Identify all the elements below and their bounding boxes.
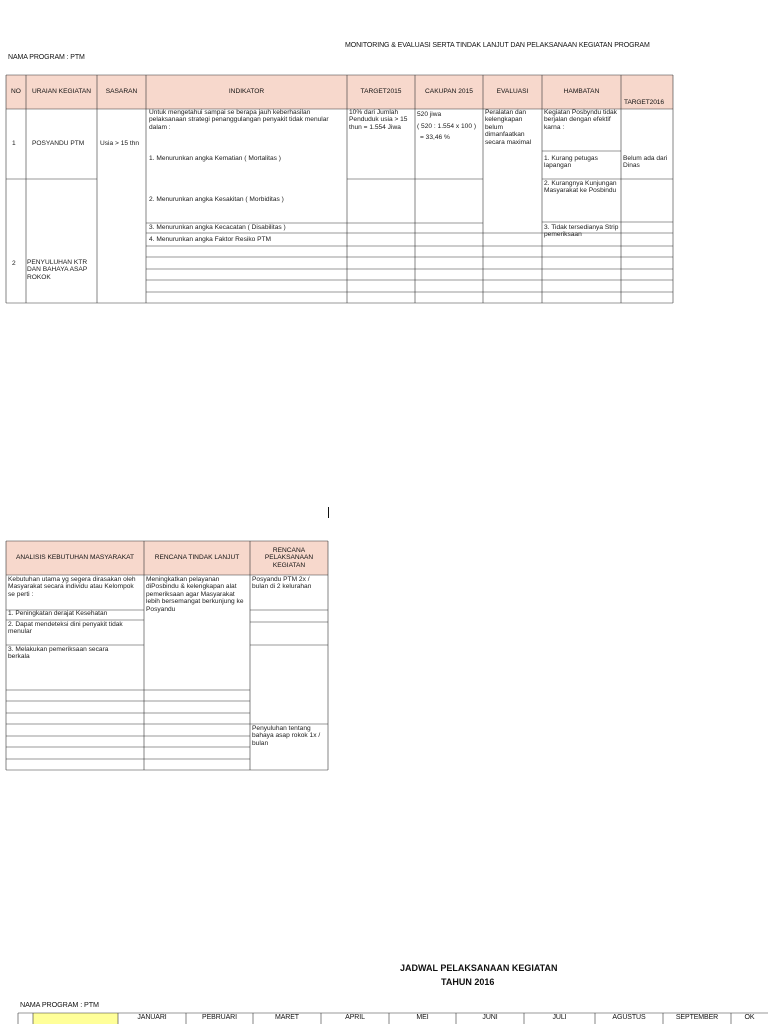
- target2015-value: 10% dari Jumlah Penduduk usia > 15 thun = 1.554 Jiwa: [349, 109, 408, 131]
- cakupan-percent: = 33,46 %: [420, 134, 450, 141]
- month-maret: MARET: [274, 1014, 299, 1021]
- evaluasi-value: Peralatan dan kelengkapan belum dimanfaatkan secara maximal: [485, 109, 532, 146]
- month-ok: OK: [744, 1014, 755, 1021]
- hambatan-3: 3. Tidak tersedianya Strip pemeriksaan: [544, 224, 619, 239]
- col-rencana: RENCANA TINDAK LANJUT: [154, 554, 240, 562]
- month-juni: JUNI: [482, 1014, 498, 1021]
- row1-no: 1: [12, 140, 16, 147]
- program-label: NAMA PROGRAM : PTM: [8, 54, 85, 61]
- cakupan-jiwa: 520 jiwa: [417, 111, 442, 118]
- col-evaluasi: EVALUASI: [496, 88, 529, 96]
- col-cakupan2015: CAKUPAN 2015: [425, 88, 473, 96]
- cakupan-formula: ( 520 : 1.554 x 100 ): [417, 123, 477, 130]
- hambatan-2: 2. Kurangnya Kunjungan Masyarakat ke Posbindu: [544, 180, 617, 195]
- indikator-3: 3. Menurunkan angka Kecacatan ( Disabilitas ): [149, 224, 286, 231]
- indikator-intro: Untuk mengetahui sampai se berapa jauh keberhasilan pelaksanaan strategi penanggulangan penyakit tidak menular dalam :: [149, 109, 329, 131]
- schedule-program-label: NAMA PROGRAM : PTM: [20, 1000, 99, 1009]
- col-analisis: ANALISIS KEBUTUHAN MASYARAKAT: [15, 554, 135, 562]
- col-uraian: URAIAN KEGIATAN: [31, 88, 92, 96]
- page-title: MONITORING & EVALUASI SERTA TINDAK LANJUT DAN PELAKSANAAN KEGIATAN PROGRAM: [345, 42, 650, 49]
- hambatan-1: 1. Kurang petugas lapangan: [544, 155, 598, 170]
- col-hambatan: HAMBATAN: [563, 88, 600, 96]
- row1-sasaran: Usia > 15 thn: [100, 140, 140, 147]
- col-no: NO: [11, 88, 21, 96]
- analisis-2: 2. Dapat mendeteksi dini penyakit tidak menular: [8, 621, 123, 636]
- col-sasaran: SASARAN: [105, 88, 138, 96]
- month-januari: JANUARI: [137, 1014, 167, 1021]
- indikator-2: 2. Menurunkan angka Kesakitan ( Morbiditas ): [149, 196, 284, 203]
- col-indikator: INDIKATOR: [228, 88, 265, 96]
- col-target2016: TARGET2016: [624, 99, 664, 106]
- text-cursor: [328, 507, 329, 518]
- month-september: SEPTEMBER: [675, 1014, 719, 1021]
- row2-uraian: PENYULUHAN KTR DAN BAHAYA ASAP ROKOK: [27, 259, 88, 281]
- schedule-title: JADWAL PELAKSANAAN KEGIATAN: [400, 963, 558, 973]
- analisis-1: 1. Peningkatan derajat Kesehatan: [8, 610, 108, 617]
- analisis-3: 3. Melakukan pemeriksaan secara berkala: [8, 646, 109, 661]
- analisis-intro: Kebutuhan utama yg segera dirasakan oleh Masyarakat secara individu atau Kelompok se perti :: [8, 576, 136, 598]
- month-mei: MEI: [416, 1014, 429, 1021]
- pelaksanaan-2: Penyuluhan tentang bahaya asap rokok 1x / bulan: [252, 725, 321, 747]
- month-agustus: AGUSTUS: [612, 1014, 646, 1021]
- month-april: APRIL: [345, 1014, 365, 1021]
- rencana-value: Meningkatkan pelayanan diPosbindu & kelengkapan alat pemeriksaan agar Masyarakat lebih bersemangat berkunjung ke Posyandu: [146, 576, 244, 613]
- indikator-4: 4. Menurunkan angka Faktor Resiko PTM: [149, 236, 272, 243]
- col-target2015: TARGET2015: [360, 88, 402, 96]
- month-pebruari: PEBRUARI: [202, 1014, 237, 1021]
- row1-uraian: POSYANDU PTM: [32, 140, 85, 147]
- month-juli: JULI: [552, 1014, 567, 1021]
- target2016-value: Belum ada dari Dinas: [623, 155, 668, 170]
- pelaksanaan-1: Posyandu PTM 2x / bulan di 2 kelurahan: [252, 576, 312, 591]
- hambatan-intro: Kegiatan Posbyndu tidak berjalan dengan efektif karna :: [544, 109, 617, 131]
- col-pelaksanaan: RENCANA PELAKSANAAN KEGIATAN: [264, 547, 314, 569]
- schedule-year: TAHUN 2016: [441, 977, 495, 987]
- row2-no: 2: [12, 260, 16, 267]
- indikator-1: 1. Menurunkan angka Kematian ( Mortalitas ): [149, 155, 281, 162]
